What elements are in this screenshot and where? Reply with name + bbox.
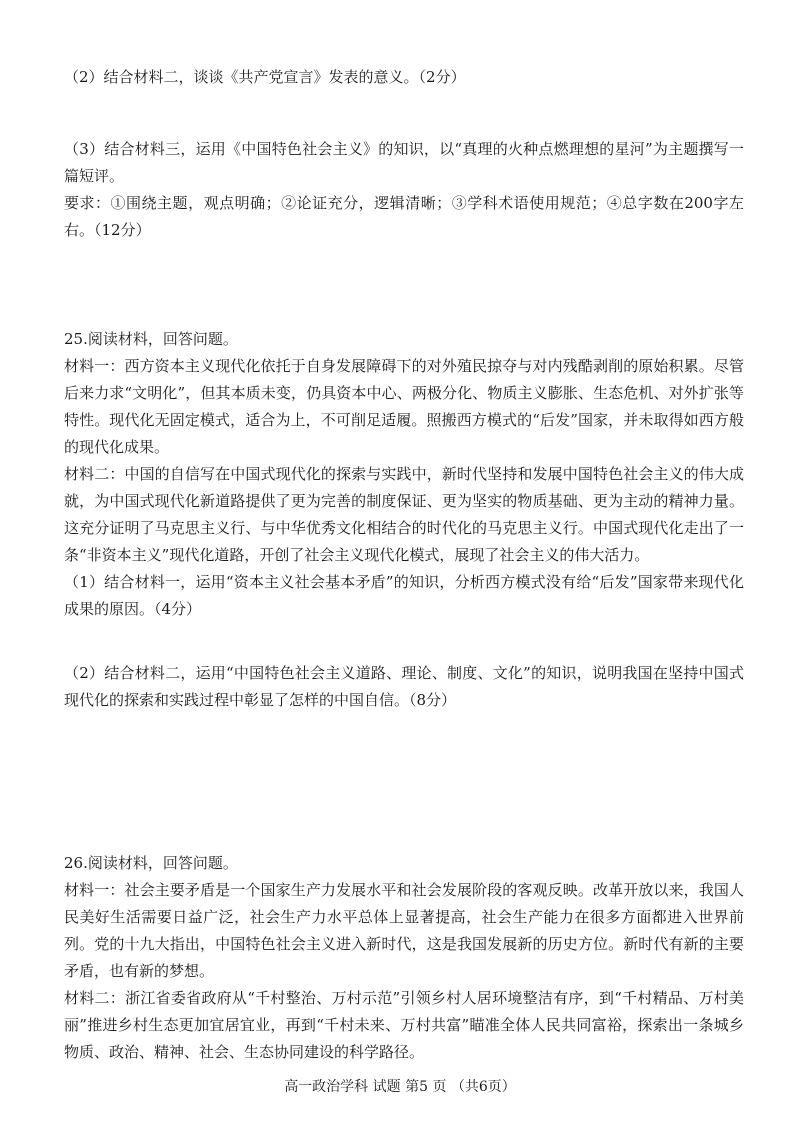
question-text: （3）结合材料三，运用《中国特色社会主义》的知识，以“真理的火种点燃理想的星河”为主题撰写一篇短评。 [64,140,744,185]
question-24-part-2 [64,64,744,91]
question-25-part-2 [64,660,744,714]
material-2: 材料二：浙江省委省政府从“千村整治、万村示范”引领乡村人居环境整洁有序，到“千村精品、万村美丽”推进乡村生态更加宜居宜业，再到“千村未来、万村共富”瞄准全体人民共同富裕，探索出一条城乡物质、政治、精神、社会、生态协同建设的科学路径。 [64,989,744,1061]
question-25 [64,326,744,623]
material-2: 材料二：中国的自信写在中国式现代化的探索与实践中，新时代坚持和发展中国特色社会主义的伟大成就，为中国式现代化新道路提供了更为完善的制度保证、更为坚实的物质基础、更为主动的精神力量。这充分证明了马克思主义行、与中华优秀文化相结合的时代化的马克思主义行。中国式现代化走出了一条“非资本主义”现代化道路，开创了社会主义现代化模式，展现了社会主义的伟大活力。 [64,465,744,564]
question-24-part-3 [64,136,744,244]
material-1: 材料一：社会主要矛盾是一个国家生产力发展水平和社会发展阶段的客观反映。改革开放以来，我国人民美好生活需要日益广泛，社会生产力水平总体上显著提高，社会生产能力在很多方面都进入世界前列。党的十九大指出，中国特色社会主义进入新时代，这是我国发展新的历史方位。新时代有新的主要矛盾，也有新的梦想。 [64,881,744,980]
question-heading: 25.阅读材料，回答问题。 [64,330,238,348]
question-heading: 26.阅读材料，回答问题。 [64,854,238,872]
sub-question-2: （2）结合材料二，运用“中国特色社会主义道路、理论、制度、文化”的知识，说明我国在坚持中国式现代化的探索和实践过程中彰显了怎样的中国自信。（8分） [64,664,744,709]
requirements-text: 要求：①围绕主题，观点明确；②论证充分，逻辑清晰；③学科术语使用规范；④总字数在200字左右。（12分） [64,194,744,239]
question-text: （2）结合材料二，谈谈《共产党宣言》发表的意义。（2分） [64,68,466,86]
question-26 [64,850,744,1066]
page-footer: 高一政治学科 试题 第5 页 （共6页） [284,1079,516,1095]
material-1: 材料一：西方资本主义现代化依托于自身发展障碍下的对外殖民掠夺与对内残酷剥削的原始积累。尽管后来力求“文明化”，但其本质未变，仍具资本中心、两极分化、物质主义膨胀、生态危机、对外扩张等特性。现代化无固定模式，适合为上，不可削足适履。照搬西方模式的“后发”国家，并未取得如西方般的现代化成果。 [64,357,744,456]
sub-question-1: （1）结合材料一，运用“资本主义社会基本矛盾”的知识，分析西方模式没有给“后发”国家带来现代化成果的原因。（4分） [64,573,744,618]
